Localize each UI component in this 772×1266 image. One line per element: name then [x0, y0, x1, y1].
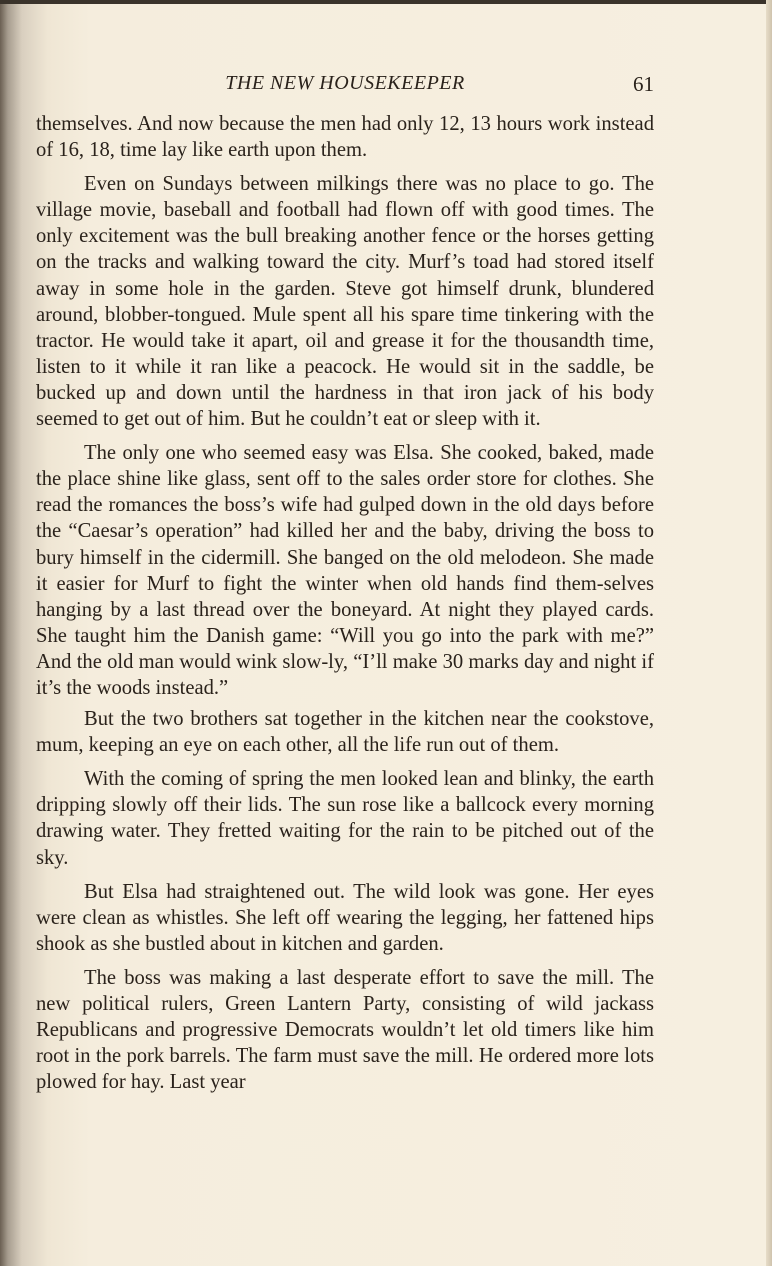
paragraph-5: With the coming of spring the men looked lean and blinky, the earth dripping slowly off their lids. The sun rose like a ballcock every morning drawing water. They fretted waiting for the rain to be pitched out of the sky.	[36, 768, 654, 869]
body-text	[36, 111, 654, 1095]
page-number: 61	[633, 72, 654, 96]
paragraph-2: Even on Sundays between milkings there was no place to go. The village movie, baseball and football had flown off with good times. The only excitement was the bull breaking another fence or the horses getting on the tracks and walking toward the city. Murf’s toad had stored itself away in some hole in the garden. Steve got himself drunk, blundered around, blobber-tongued. Mule spent all his spare time tinkering with the tractor. He would take it apart, oil and grease it for the thousandth time, listen to it while it ran like a peacock. He would sit in the saddle, be bucked up and down until the hardness in that iron jack of his body seemed to get out of him. But he couldn’t eat or sleep with it.	[36, 173, 654, 431]
paragraph-6: But Elsa had straightened out. The wild look was gone. Her eyes were clean as whistles. She left off wearing the legging, her fattened hips shook as she bustled about in kitchen and garden.	[36, 880, 654, 955]
paragraph-7: The boss was making a last desperate effort to save the mill. The new political rulers, Green Lantern Party, consisting of wild jackass Republicans and progressive Democrats wouldn’t let old timers like him root in the pork barrels. The farm must save the mill. He ordered more lots plowed for hay. Last year	[36, 966, 654, 1094]
page-header	[36, 72, 654, 102]
paragraph-3: The only one who seemed easy was Elsa. She cooked, baked, made the place shine like glass, sent off to the sales order store for clothes. She read the romances the boss’s wife had gulped down in the old days before the “Caesar’s operation” had killed her and the baby, driving the boss to bury himself in the cidermill. She banged on the old melodeon. She made it easier for Murf to fight the winter when old hands find them-selves hanging by a last thread over the boneyard. At night they played cards. She taught him the Danish game: “Will you go into the park with me?” And the old man would wink slow-ly, “I’ll make 30 marks day and night if it’s the woods instead.”	[36, 442, 654, 699]
paragraph-4: But the two brothers sat together in the kitchen near the cookstove, mum, keeping an eye on each other, all the life run out of them.	[36, 708, 654, 757]
running-head: THE NEW HOUSEKEEPER	[225, 72, 465, 94]
paragraph-1: themselves. And now because the men had only 12, 13 hours work instead of 16, 18, time lay like earth upon them.	[36, 113, 654, 162]
